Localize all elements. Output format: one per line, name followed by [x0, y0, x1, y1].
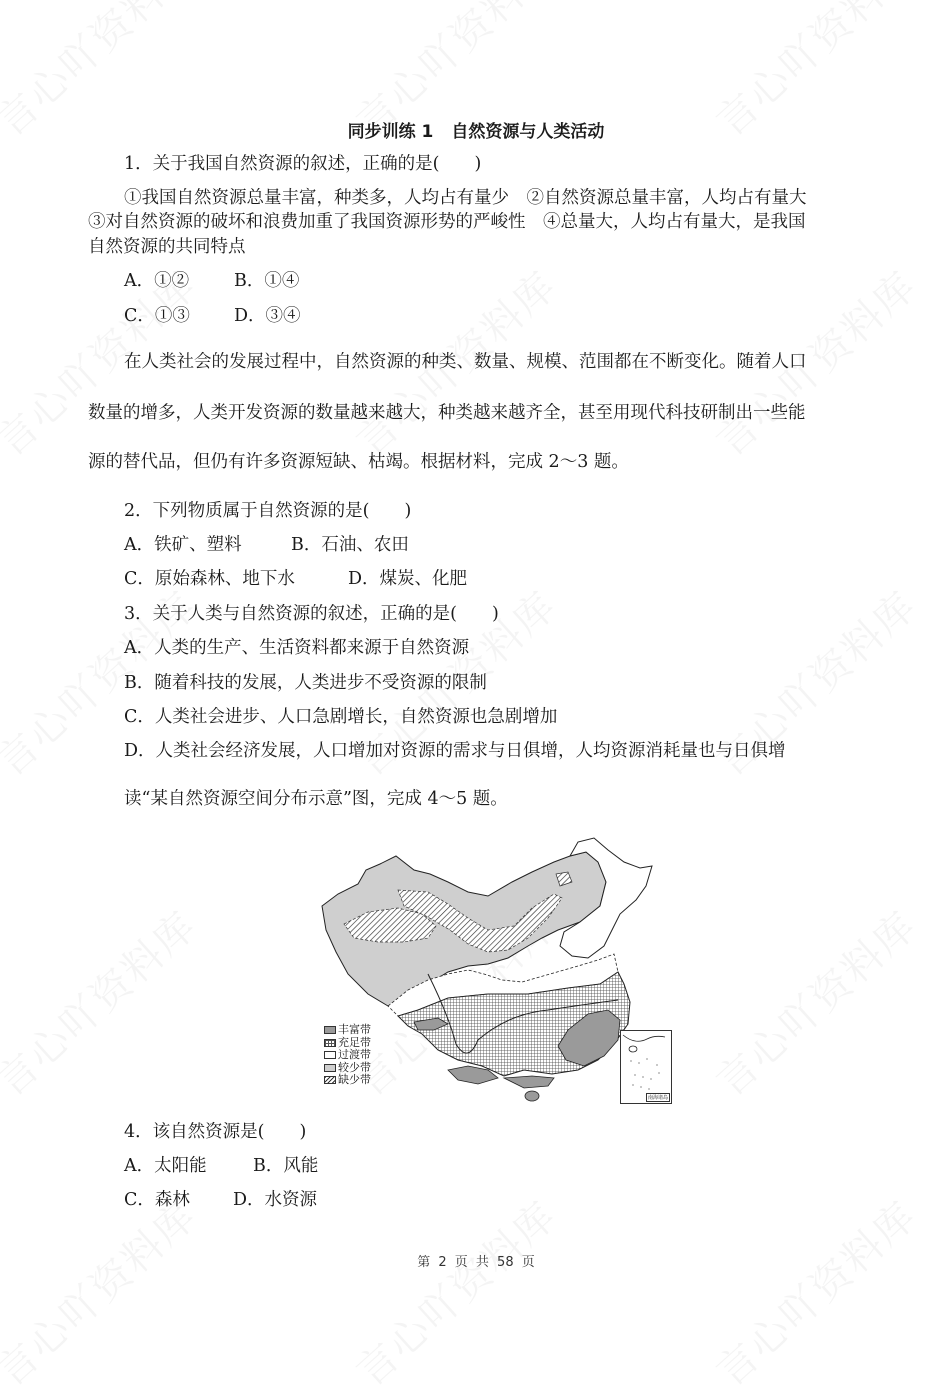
legend-label: 较少带 [338, 1060, 371, 1074]
question-2 [124, 500, 411, 522]
south-china-sea-inset [620, 1030, 672, 1104]
title-topic: 自然资源与人类活动 [451, 122, 605, 142]
option-text: 森林 [154, 1190, 190, 1210]
question-3 [124, 603, 499, 625]
option-c[interactable] [124, 706, 557, 728]
option-text: 人类的生产、生活资料都来源于自然资源 [154, 638, 470, 658]
option-label: A． [124, 638, 155, 658]
swatch-transition [324, 1051, 336, 1059]
question-1-statements-line3: 自然资源的共同特点 [88, 237, 246, 257]
option-b[interactable] [124, 672, 487, 694]
option-d[interactable] [348, 568, 467, 590]
option-text: 人类社会经济发展，人口增加对资源的需求与日俱增，人均资源消耗量也与日俱增 [155, 741, 786, 761]
question-1-statements-line1: ①我国自然资源总量丰富，种类多，人均占有量少 ②自然资源总量丰富，人均占有量大 [124, 188, 807, 208]
material-line-2: 数量的增多，人类开发资源的数量越来越大，种类越来越齐全，甚至用现代科技研制出一些能 [88, 403, 806, 423]
option-label: D． [234, 306, 266, 326]
resource-distribution-map [318, 834, 674, 1106]
option-c[interactable] [124, 568, 295, 590]
title-series: 同步训练 1 [347, 122, 434, 142]
swatch-ample [324, 1039, 336, 1047]
page-title [0, 117, 952, 142]
option-b[interactable] [291, 534, 409, 556]
swatch-rich [324, 1026, 336, 1034]
option-label: D． [124, 741, 156, 761]
question-1-statements-line2: ③对自然资源的破坏和浪费加重了我国资源形势的严峻性 ④总量大，人均占有量大，是我国 [88, 212, 806, 232]
option-text: ③④ [265, 306, 301, 326]
option-text: 原始森林、地下水 [154, 569, 295, 589]
option-label: B． [124, 673, 155, 693]
option-label: B． [291, 535, 322, 555]
question-stem: 该自然资源是( ) [152, 1122, 307, 1142]
question-number: 1． [124, 154, 153, 174]
option-text: 太阳能 [154, 1156, 207, 1176]
legend-item-rich [324, 1024, 371, 1037]
page-footer: 第 2 页 共 58 页 [417, 1255, 535, 1270]
option-label: A． [124, 271, 155, 291]
option-a[interactable] [124, 1155, 207, 1177]
inset-label: 南海诸岛 [647, 1095, 668, 1101]
material-line-3: 源的替代品，但仍有许多资源短缺、枯竭。根据材料，完成 2～3 题。 [88, 452, 629, 472]
legend-item-transition [324, 1049, 371, 1062]
zone-rich-guangxi [504, 1076, 554, 1088]
option-b[interactable] [234, 270, 299, 292]
option-label: B． [253, 1156, 284, 1176]
question-4 [124, 1121, 306, 1143]
option-label: B． [234, 271, 265, 291]
option-text: 随着科技的发展，人类进步不受资源的限制 [154, 673, 487, 693]
map-legend [324, 1024, 371, 1087]
option-label: C． [124, 1190, 155, 1210]
legend-label: 充足带 [338, 1035, 371, 1049]
option-text: 人类社会进步、人口急剧增长，自然资源也急剧增加 [154, 707, 558, 727]
option-a[interactable] [124, 270, 189, 292]
option-d[interactable] [124, 740, 786, 762]
option-label: D． [348, 569, 380, 589]
option-a[interactable] [124, 534, 242, 556]
swatch-lack [324, 1076, 336, 1084]
material-line-1: 在人类社会的发展过程中，自然资源的种类、数量、规模、范围都在不断变化。随着人口 [124, 352, 807, 372]
question-number: 3． [124, 604, 153, 624]
swatch-less [324, 1064, 336, 1072]
option-label: C． [124, 306, 155, 326]
option-text: 煤炭、化肥 [379, 569, 468, 589]
option-text: 水资源 [264, 1190, 318, 1210]
option-text: ①② [154, 271, 190, 291]
option-d[interactable] [234, 305, 301, 327]
option-c[interactable] [124, 305, 190, 327]
option-label: A． [124, 1156, 155, 1176]
option-text: 铁矿、塑料 [154, 535, 242, 555]
question-stem: 关于人类与自然资源的叙述，正确的是( ) [152, 604, 499, 624]
question-number: 2． [124, 501, 153, 521]
question-stem: 关于我国自然资源的叙述，正确的是( ) [152, 154, 482, 174]
question-number: 4． [124, 1122, 153, 1142]
option-d[interactable] [233, 1189, 317, 1211]
option-a[interactable] [124, 637, 469, 659]
question-1 [124, 153, 481, 175]
legend-label: 过渡带 [338, 1048, 371, 1061]
option-label: C． [124, 707, 155, 727]
legend-item-lack [324, 1074, 371, 1087]
option-label: A． [124, 535, 155, 555]
option-text: ①④ [264, 271, 300, 291]
option-b[interactable] [253, 1155, 318, 1177]
legend-label: 缺少带 [338, 1073, 371, 1086]
map-intro: 读“某自然资源空间分布示意”图，完成 4～5 题。 [124, 789, 508, 809]
option-text: 风能 [283, 1156, 319, 1176]
option-text: ①③ [154, 306, 190, 326]
option-label: C． [124, 569, 155, 589]
option-c[interactable] [124, 1189, 190, 1211]
option-label: D． [233, 1190, 265, 1210]
option-text: 石油、农田 [321, 535, 409, 555]
question-stem: 下列物质属于自然资源的是( ) [152, 501, 412, 521]
island-hainan [525, 1091, 539, 1101]
legend-label: 丰富带 [338, 1023, 371, 1036]
